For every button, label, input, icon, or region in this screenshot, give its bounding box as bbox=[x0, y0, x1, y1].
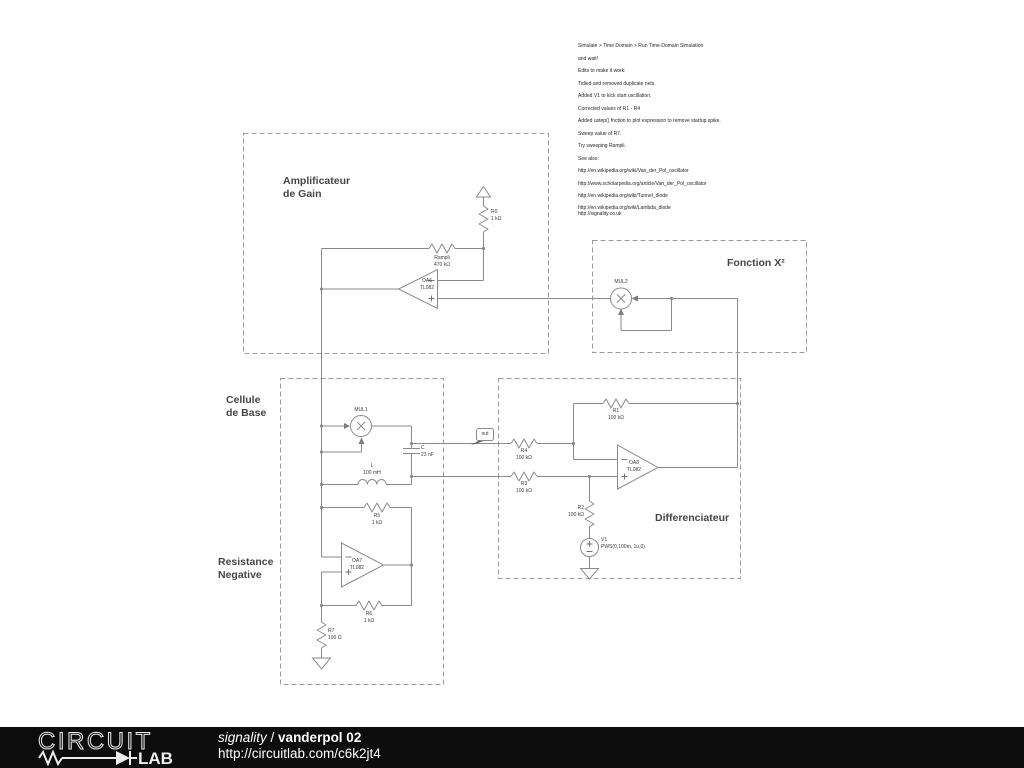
label-oa6-name: OA6 bbox=[421, 278, 432, 284]
footer-titles bbox=[218, 730, 381, 762]
wire-inductor bbox=[322, 477, 412, 485]
junction-dots bbox=[320, 247, 739, 607]
mul1-arrow-up-icon bbox=[359, 438, 365, 445]
label-oa7-value: TL082 bbox=[349, 565, 365, 571]
resistor-r2 bbox=[585, 501, 594, 527]
label-oa7-name: OA7 bbox=[351, 558, 362, 564]
label-r4-name: R4 bbox=[520, 448, 528, 454]
wire-left-rail bbox=[322, 289, 342, 557]
footer-url[interactable]: http://circuitlab.com/c6k2jt4 bbox=[218, 746, 381, 761]
mul1-arrow-left-icon bbox=[344, 423, 350, 429]
circuitlab-logo[interactable] bbox=[36, 730, 186, 766]
logo-word-lab: LAB bbox=[138, 749, 173, 766]
block-amplificateur bbox=[244, 134, 549, 354]
label-oa6-value: TL082 bbox=[419, 285, 435, 291]
input-arrows bbox=[344, 296, 638, 445]
label-r1-value: 100 kΩ bbox=[608, 415, 624, 421]
block-label-amplificateur: de Gain bbox=[283, 188, 322, 200]
label-rampli-name: Rampli bbox=[434, 255, 450, 261]
opamp-signs bbox=[346, 281, 628, 576]
label-v1-value: PWS(0,100m, 1u,0) bbox=[601, 544, 645, 550]
label-r5-value: 1 kΩ bbox=[371, 520, 383, 526]
wire-oa6-output bbox=[322, 249, 399, 290]
footer-bar bbox=[0, 727, 1024, 768]
ground-icon bbox=[313, 658, 331, 669]
annotation-line: Added ustep() fnction to plot expression to remove startup spike. bbox=[578, 118, 721, 124]
label-r4-value: 100 kΩ bbox=[516, 455, 532, 461]
block-label-resistance: Resistance bbox=[218, 556, 274, 568]
resistor-r6 bbox=[356, 601, 382, 610]
out-flag-label: out bbox=[481, 431, 489, 437]
logo-word-circuit: CIRCUIT bbox=[38, 730, 153, 755]
label-oa8-value: TL082 bbox=[626, 467, 642, 473]
block-label-differenciateur: Differenciateur bbox=[655, 512, 730, 524]
label-r6-value: 1 kΩ bbox=[363, 618, 375, 624]
capacitor-c bbox=[403, 449, 420, 454]
wire-oa7-plus bbox=[322, 572, 342, 606]
annotation-line: Simulate > Time Domain > Run Time-Domain Simulation bbox=[578, 43, 704, 49]
annotation-link: http://en.wikipedia.org/wiki/Lambda_diode bbox=[578, 205, 671, 211]
wires bbox=[322, 197, 738, 658]
label-r2-name: R2 bbox=[577, 505, 584, 511]
annotation-line: Corrected values of R1 - R4 bbox=[578, 106, 640, 112]
title-separator: / bbox=[266, 730, 279, 745]
block-borders bbox=[244, 134, 807, 685]
block-label-cellule: Cellule bbox=[226, 394, 261, 406]
wire-mul1-inB bbox=[322, 444, 362, 452]
label-l-name: L bbox=[370, 463, 374, 469]
label-r0-value: 1 kΩ bbox=[491, 216, 502, 222]
opamps bbox=[342, 270, 659, 588]
block-label-amplificateur: Amplificateur bbox=[283, 175, 351, 187]
annotation-link: http://en.wikipedia.org/wiki/Tunnel_diode bbox=[578, 193, 668, 199]
label-c-name: C bbox=[421, 445, 425, 451]
label-r6-name: R6 bbox=[365, 611, 373, 617]
label-r3-value: 100 kΩ bbox=[516, 488, 532, 494]
resistor-r5 bbox=[364, 503, 390, 512]
block-label-fonction-x2: Fonction X² bbox=[727, 257, 785, 269]
mul2-arrow-up-icon bbox=[618, 309, 624, 316]
annotation-link: http://signality.co.uk bbox=[578, 211, 622, 217]
author-name: signality bbox=[218, 730, 267, 745]
schematic-title bbox=[218, 730, 381, 746]
label-r1-name: R1 bbox=[612, 408, 620, 414]
label-r7-value: 100 Ω bbox=[328, 635, 342, 641]
inductor-l bbox=[358, 480, 386, 485]
label-r3-name: R3 bbox=[520, 481, 528, 487]
annotation-line: Edits to make it work: bbox=[578, 68, 626, 74]
label-r0-name: R0 bbox=[491, 209, 498, 215]
label-l-value: 100 mH bbox=[363, 470, 381, 476]
multipliers bbox=[344, 288, 638, 444]
wire-diff-out-rail bbox=[658, 299, 738, 468]
annotation-link: http://www.scholarpedia.org/article/Van_der_Pol_oscillator bbox=[578, 181, 707, 187]
resistor-r1 bbox=[603, 399, 629, 408]
resistor-r7 bbox=[317, 622, 326, 648]
resistor-r4 bbox=[511, 439, 537, 448]
annotation-line: and wait! bbox=[578, 56, 599, 62]
node-triangle-icon bbox=[477, 187, 491, 198]
mul2-arrow-left-icon bbox=[632, 296, 639, 302]
resistor-rampli bbox=[429, 244, 455, 253]
label-mul1-name: MUL1 bbox=[354, 407, 368, 413]
label-mul2-name: MUL2 bbox=[614, 279, 628, 285]
annotation-line: Added V1 to kick start oscillation. bbox=[578, 93, 652, 99]
annotation-line: Try sweeping Rampli. bbox=[578, 143, 626, 149]
resistor-r3 bbox=[511, 472, 537, 481]
label-r5-name: R5 bbox=[373, 513, 381, 519]
resistor-r0 bbox=[479, 206, 488, 232]
label-v1-name: V1 bbox=[601, 537, 608, 543]
annotation-line: Sweep value of R7. bbox=[578, 131, 622, 137]
schematic-name: vanderpol 02 bbox=[278, 730, 362, 745]
annotation-link: http://en.wikipedia.org/wiki/Van_der_Pol_oscillator bbox=[578, 168, 689, 174]
label-c-value: 23 nF bbox=[421, 452, 434, 458]
ground-icon bbox=[581, 569, 599, 580]
block-label-cellule: de Base bbox=[226, 407, 267, 419]
annotation-line: Tidied and removed duplicate nets. bbox=[578, 81, 656, 87]
label-r7-name: R7 bbox=[328, 628, 335, 634]
block-label-resistance: Negative bbox=[218, 569, 262, 581]
label-rampli-value: 470 kΩ bbox=[434, 262, 450, 268]
annotation-line: See also: bbox=[578, 156, 599, 162]
label-r2-value: 100 kΩ bbox=[568, 512, 584, 518]
label-oa8-name: OA8 bbox=[628, 460, 639, 466]
